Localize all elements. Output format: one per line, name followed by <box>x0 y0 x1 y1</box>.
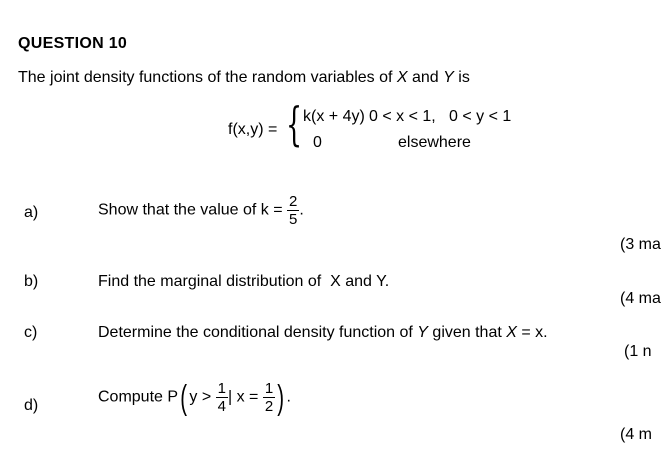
equation-row2-expr: 0 <box>313 134 322 151</box>
part-c-pre: Determine the conditional density function of <box>98 324 418 341</box>
equation-row2-condition: elsewhere <box>398 134 471 151</box>
part-b-text: Find the marginal distribution of X and Y. <box>98 273 390 290</box>
intro-pre: The joint density functions of the random variables of <box>18 69 397 86</box>
part-c-text <box>98 324 548 342</box>
intro-mid: and <box>407 69 444 86</box>
fraction-one-half <box>263 380 275 415</box>
part-b-marks: (4 ma <box>620 290 661 307</box>
left-paren-symbol: ( <box>180 378 188 417</box>
equation-lhs: f(x,y) = <box>228 121 278 138</box>
part-b-label: b) <box>24 273 39 290</box>
fraction-numerator: 1 <box>264 380 274 397</box>
part-c-var-x: X <box>506 324 517 341</box>
part-d-y-gt: y > <box>189 388 212 406</box>
fraction-denominator: 5 <box>289 211 298 228</box>
part-c-label: c) <box>24 324 38 341</box>
part-d-text <box>98 380 291 415</box>
part-a-label: a) <box>24 204 39 221</box>
question-title: QUESTION 10 <box>18 35 128 52</box>
intro-var-y: Y <box>443 69 454 86</box>
intro-post: is <box>453 69 470 86</box>
right-paren-symbol: ) <box>277 378 285 417</box>
question-intro <box>18 69 470 87</box>
part-a-tail: . <box>299 201 304 219</box>
fraction-two-fifths <box>287 193 299 228</box>
part-d-prompt: Compute P <box>98 388 179 406</box>
part-d-bar-x: | x = <box>227 388 259 406</box>
part-d-label: d) <box>24 397 39 414</box>
part-a-prompt: Show that the value of k = <box>98 201 283 219</box>
part-d-marks: (4 m <box>620 426 652 443</box>
fraction-denominator: 2 <box>264 398 274 415</box>
equation-row1-condition: 0 < x < 1, 0 < y < 1 <box>369 108 512 125</box>
intro-var-x: X <box>396 69 408 86</box>
part-c-var-y: Y <box>417 324 428 341</box>
part-c-marks: (1 n <box>624 343 652 360</box>
fraction-denominator: 4 <box>217 398 226 415</box>
part-d-tail: . <box>286 388 291 406</box>
fraction-numerator: 2 <box>289 193 298 210</box>
equation-row1-expr: k(x + 4y) <box>303 108 365 125</box>
brace-symbol: { <box>286 97 303 151</box>
part-a-text <box>98 193 304 228</box>
part-a-marks: (3 ma <box>620 236 661 253</box>
part-c-post: = x. <box>516 324 548 341</box>
part-c-mid: given that <box>427 324 507 341</box>
fraction-one-quarter <box>216 380 228 415</box>
fraction-numerator: 1 <box>217 380 226 397</box>
